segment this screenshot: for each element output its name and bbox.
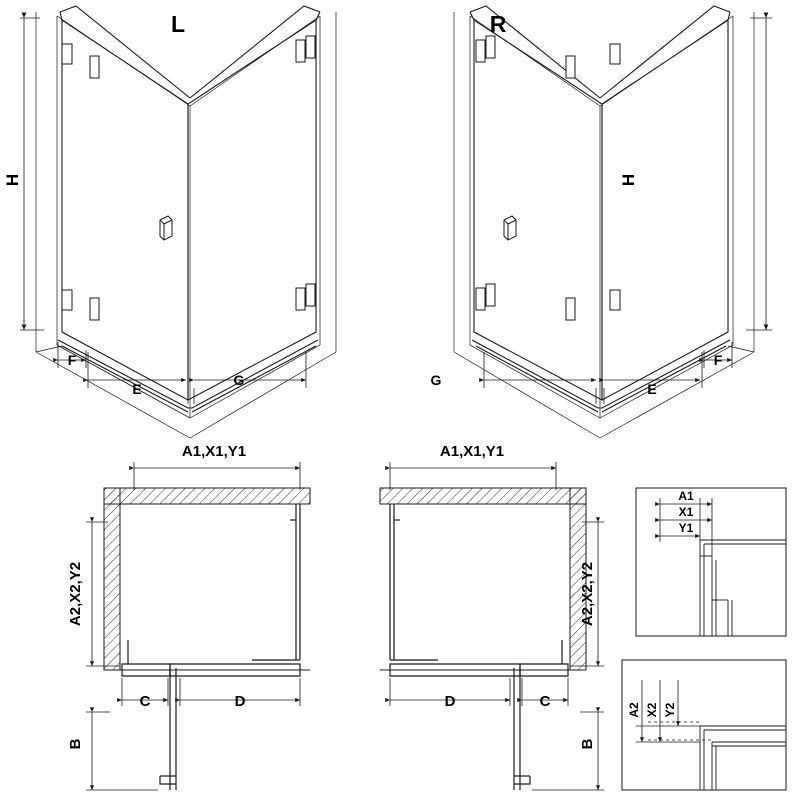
dim-A1X1Y1-left <box>134 462 300 490</box>
label-variant-left: L <box>170 11 186 37</box>
label-F-left: F <box>67 352 77 368</box>
label-detail-Y2: Y2 <box>663 702 677 718</box>
label-F-right: F <box>713 352 723 368</box>
label-detail-A2: A2 <box>627 702 641 718</box>
label-B-right: B <box>579 738 596 750</box>
label-B-left: B <box>67 738 84 750</box>
label-G-left: G <box>233 372 245 388</box>
label-A2X2Y2-left: A2,X2,Y2 <box>67 561 84 627</box>
label-detail-X2: X2 <box>645 702 659 718</box>
label-detail-X1: X1 <box>678 505 694 519</box>
plan-view-left <box>86 462 310 790</box>
dim-B-right <box>532 712 604 790</box>
iso-view-left <box>20 6 336 438</box>
label-detail-A1: A1 <box>678 489 694 503</box>
label-A1X1Y1-right: A1,X1,Y1 <box>439 443 505 460</box>
detail-view-bottom <box>622 660 786 790</box>
dim-B-left <box>86 712 158 790</box>
label-C-right: C <box>539 693 551 710</box>
label-D-left: D <box>234 693 246 710</box>
label-H-right: H <box>619 173 638 187</box>
label-D-right: D <box>444 693 456 710</box>
dim-H-left <box>20 18 44 330</box>
label-detail-Y1: Y1 <box>678 521 694 535</box>
label-variant-right: R <box>489 11 507 37</box>
iso-view-right <box>454 6 772 438</box>
label-H-left: H <box>3 173 22 187</box>
label-C-left: C <box>139 693 151 710</box>
label-E-left: E <box>132 381 142 397</box>
label-E-right: E <box>647 381 657 397</box>
dim-H-right <box>746 18 772 330</box>
label-G-right: G <box>430 372 442 388</box>
detail-view-top <box>636 488 786 636</box>
label-A1X1Y1-left: A1,X1,Y1 <box>181 443 247 460</box>
label-A2X2Y2-right: A2,X2,Y2 <box>579 561 596 627</box>
dim-A1X1Y1-right <box>390 462 556 490</box>
plan-view-right <box>380 462 604 790</box>
